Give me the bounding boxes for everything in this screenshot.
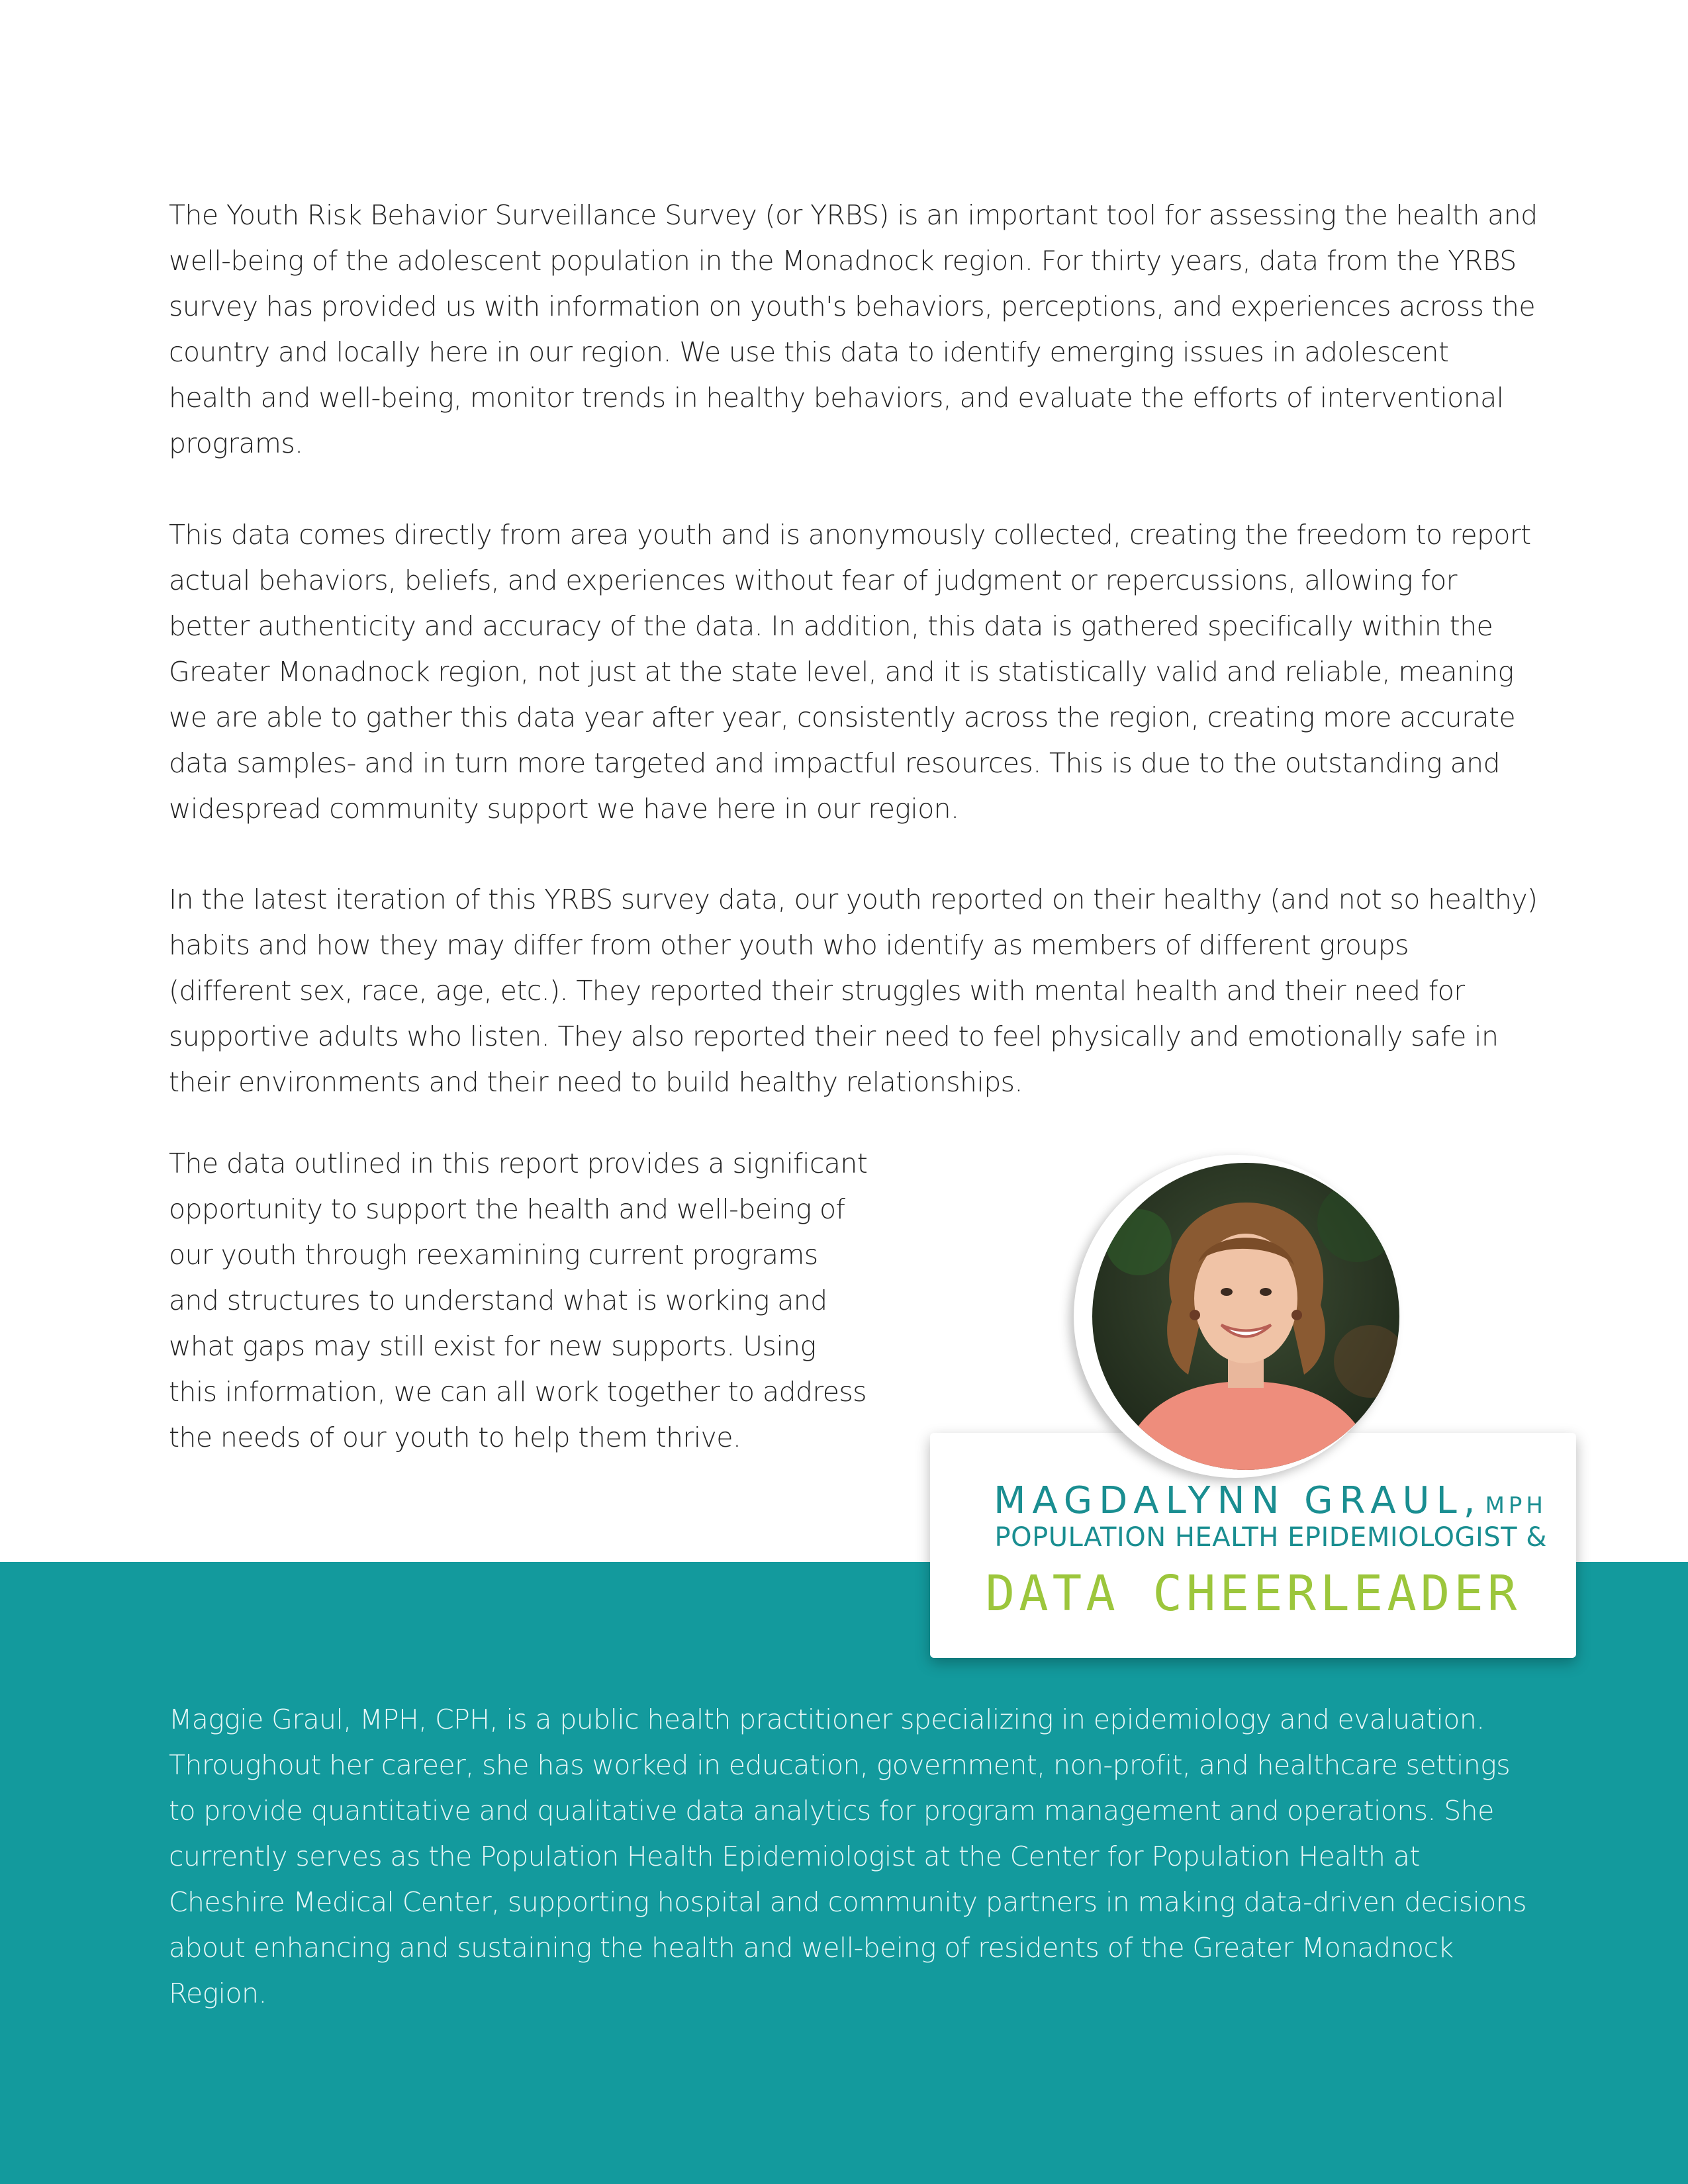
author-portrait-frame: [1074, 1155, 1397, 1478]
intro-paragraph: The Youth Risk Behavior Surveillance Survey (or YRBS) is an important tool for assessing the health and well-being of the adolescent population in the Monadnock region. For thirty years, data from the YRBS survey has provided us with information on youth's behaviors, perceptions, and experiences across the country and locally here in our region. We use this data to identify emerging issues in adolescent health and well-being, monitor trends in healthy behaviors, and evaluate the efforts of interventional programs.: [169, 199, 1538, 459]
portrait-illustration: [1092, 1163, 1399, 1470]
author-credentials: MPH: [1485, 1492, 1547, 1519]
author-tagline: DATA CHEERLEADER: [985, 1565, 1521, 1622]
findings-paragraph: In the latest iteration of this YRBS survey data, our youth reported on their healthy (and not so healthy) habits and how they may differ from other youth who identify as members of different groups (different sex, race, age, etc.). They reported their struggles with mental health and their need for supportive adults who listen. They also reported their need to feel physically and emotionally safe in their environments and their need to build healthy relationships.: [169, 884, 1538, 1098]
data-source-paragraph: This data comes directly from area youth and is anonymously collected, creating the freedom to report actual behaviors, beliefs, and experiences without fear of judgment or repercussions, allowing for better authenticity and accuracy of the data. In addition, this data is gathered specifically within the Greater Monadnock region, not just at the state level, and it is statistically valid and reliable, meaning we are able to gather this data year after year, consistently across the region, creating more accurate data samples- and in turn more targeted and impactful resources. This is due to the outstanding and widespread community support we have here in our region.: [169, 519, 1531, 825]
author-name: MAGDALYNN GRAUL,: [994, 1479, 1482, 1522]
author-portrait-photo: [1092, 1163, 1399, 1470]
author-title: POPULATION HEALTH EPIDEMIOLOGIST &: [994, 1522, 1547, 1553]
author-name-row: [994, 1479, 1547, 1522]
opportunity-paragraph: The data outlined in this report provides a significant opportunity to support the health and well-being of our youth through reexamining current programs and structures to understand what is working and what gaps may still exist for new supports. Using this information, we can all work together to address the needs of our youth to help them thrive.: [169, 1148, 868, 1453]
author-bio: Maggie Graul, MPH, CPH, is a public health practitioner specializing in epidemiology and evaluation. Throughout her career, she has worked in education, government, non-profit, and healthcare settings to provide quantitative and qualitative data analytics for program management and operations. She currently serves as the Population Health Epidemiologist at the Center for Population Health at Cheshire Medical Center, supporting hospital and community partners in making data-driven decisions about enhancing and sustaining the health and well-being of residents of the Greater Monadnock Region.: [169, 1704, 1526, 2009]
